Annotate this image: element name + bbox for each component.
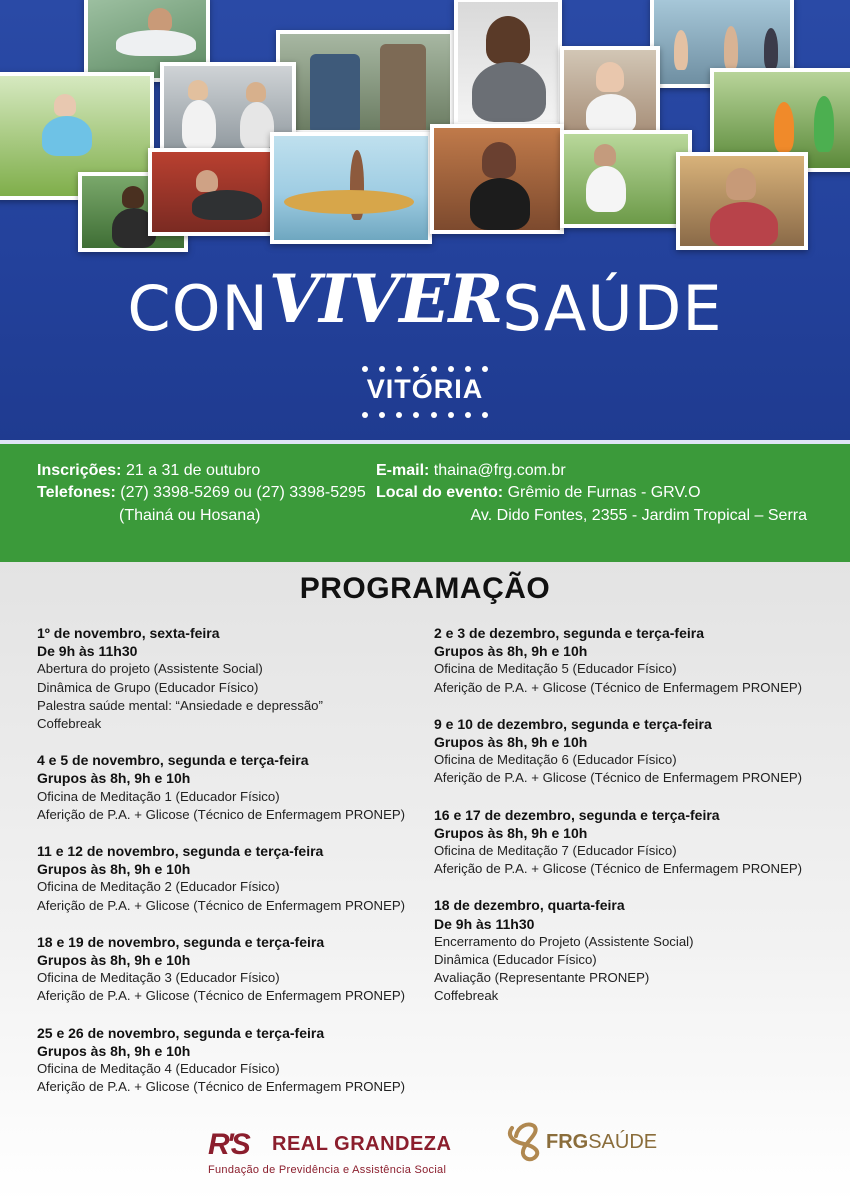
schedule-block [434,624,834,697]
phones-contacts: (Thainá ou Hosana) [119,507,261,524]
photo-surfer [270,132,432,244]
schedule-date: 9 e 10 de dezembro, segunda e terça-feira [434,715,712,732]
hero-banner [0,0,850,443]
phones-line [37,484,366,502]
schedule-time: Grupos às 8h, 9h e 10h [434,643,588,660]
real-grandeza-name: REAL GRANDEZA [272,1133,452,1155]
schedule-item: Oficina de Meditação 7 (Educador Físico) [434,843,677,859]
city-name: VITÓRIA [366,374,484,404]
schedule-item: Oficina de Meditação 4 (Educador Físico) [37,1061,280,1077]
schedule-item: Aferição de P.A. + Glicose (Técnico de Enfermagem PRONEP) [37,897,406,913]
real-grandeza-logo [208,1128,452,1178]
schedule-block [37,1024,417,1097]
schedule-item: Dinâmica de Grupo (Educador Físico) [37,679,259,695]
schedule-date: 1º de novembro, sexta-feira [37,625,220,641]
program-column-right [434,624,834,1024]
registration-label: Inscrições: [37,462,122,479]
photo-woman-headwrap [430,124,564,234]
schedule-item: Aferição de P.A. + Glicose (Técnico de Enfermagem PRONEP) [37,806,406,822]
schedule-date: 2 e 3 de dezembro, segunda e terça-feira [434,625,704,641]
dots-divider-bottom [362,412,488,418]
schedule-item: Oficina de Meditação 5 (Educador Físico) [434,661,677,677]
schedule-item: Aferição de P.A. + Glicose (Técnico de Enfermagem PRONEP) [434,861,803,877]
schedule-item: Oficina de Meditação 1 (Educador Físico) [37,788,280,804]
schedule-item: Aferição de P.A. + Glicose (Técnico de Enfermagem PRONEP) [37,988,406,1004]
schedule-date: 11 e 12 de novembro, segunda e terça-feira [37,843,324,860]
schedule-item: Encerramento do Projeto (Assistente Social) [434,933,694,949]
title-part-viver: VIVER [268,260,503,338]
schedule-item: Coffebreak [434,988,499,1004]
frg-saude-name [546,1131,657,1154]
photo-woman-smiling [560,46,660,136]
schedule-block [434,806,834,879]
email-value: thaina@frg.com.br [433,462,566,479]
schedule-date: 16 e 17 de dezembro, segunda e terça-feira [434,806,720,823]
photo-man-situp [148,148,278,236]
title-part-con: CON [127,272,269,345]
schedule-time: De 9h às 11h30 [37,643,138,660]
schedule-item: Oficina de Meditação 2 (Educador Físico) [37,879,280,895]
schedule-time: Grupos às 8h, 9h e 10h [434,734,588,751]
frg-name-light: SAÚDE [588,1131,658,1153]
frg-name-bold: FRG [546,1131,589,1153]
schedule-item: Oficina de Meditação 3 (Educador Físico) [37,970,280,986]
registration-line [37,462,260,480]
photo-smiling-man-towel [454,0,562,126]
schedule-time: Grupos às 8h, 9h e 10h [37,861,191,878]
schedule-time: Grupos às 8h, 9h e 10h [37,1042,191,1059]
schedule-item: Dinâmica (Educador Físico) [434,952,597,968]
schedule-block [37,933,417,1006]
photo-man-bicycle [560,130,692,228]
venue-name: Grêmio de Furnas - GRV.O [507,484,701,501]
schedule-date: 18 de dezembro, quarta-feira [434,897,625,914]
registration-dates: 21 a 31 de outubro [125,462,261,479]
email-line [376,462,566,480]
phones-label: Telefones: [37,484,116,501]
real-grandeza-subtitle: Fundação de Previdência e Assistência Social [208,1164,447,1176]
schedule-block [37,624,417,733]
schedule-item: Abertura do projeto (Assistente Social) [37,661,263,677]
title-part-saude: SAÚDE [502,272,723,345]
schedule-item: Oficina de Meditação 6 (Educador Físico) [434,752,677,768]
photo-hands-holding [276,30,454,134]
schedule-item: Palestra saúde mental: “Ansiedade e depressão” [37,697,323,713]
schedule-date: 25 e 26 de novembro, segunda e terça-feira [37,1024,325,1041]
program-title: PROGRAMAÇÃO [299,572,551,605]
real-grandeza-mark: R'S [208,1128,248,1161]
schedule-date: 4 e 5 de novembro, segunda e terça-feira [37,752,309,769]
schedule-time: Grupos às 8h, 9h e 10h [434,824,588,841]
schedule-time: De 9h às 11h30 [434,915,535,932]
frg-knot-icon [504,1122,544,1162]
schedule-block [434,715,834,788]
venue-address: Av. Dido Fontes, 2355 - Jardim Tropical – Serra [470,507,807,524]
frg-saude-logo [504,1122,658,1162]
schedule-time: Grupos às 8h, 9h e 10h [37,770,191,787]
venue-label: Local do evento: [376,484,504,501]
email-label: E-mail: [376,462,430,479]
schedule-item: Avaliação (Representante PRONEP) [434,970,650,986]
event-logo-title [0,260,850,346]
program-section [0,562,850,1202]
schedule-block [37,842,417,915]
photo-woman-drinking [676,152,808,250]
schedule-block [37,751,417,824]
phones-value: (27) 3398-5269 ou (27) 3398-5295 [120,484,366,501]
event-info-band [0,444,850,562]
schedule-item: Aferição de P.A. + Glicose (Técnico de Enfermagem PRONEP) [434,679,803,695]
schedule-item: Coffebreak [37,716,102,732]
schedule-item: Aferição de P.A. + Glicose (Técnico de Enfermagem PRONEP) [37,1079,406,1095]
schedule-date: 18 e 19 de novembro, segunda e terça-feira [37,933,325,950]
venue-line [376,484,701,502]
dots-divider-top [362,366,488,372]
schedule-block [434,896,834,1005]
schedule-time: Grupos às 8h, 9h e 10h [37,952,191,969]
program-column-left [37,624,417,1114]
schedule-item: Aferição de P.A. + Glicose (Técnico de Enfermagem PRONEP) [434,770,803,786]
